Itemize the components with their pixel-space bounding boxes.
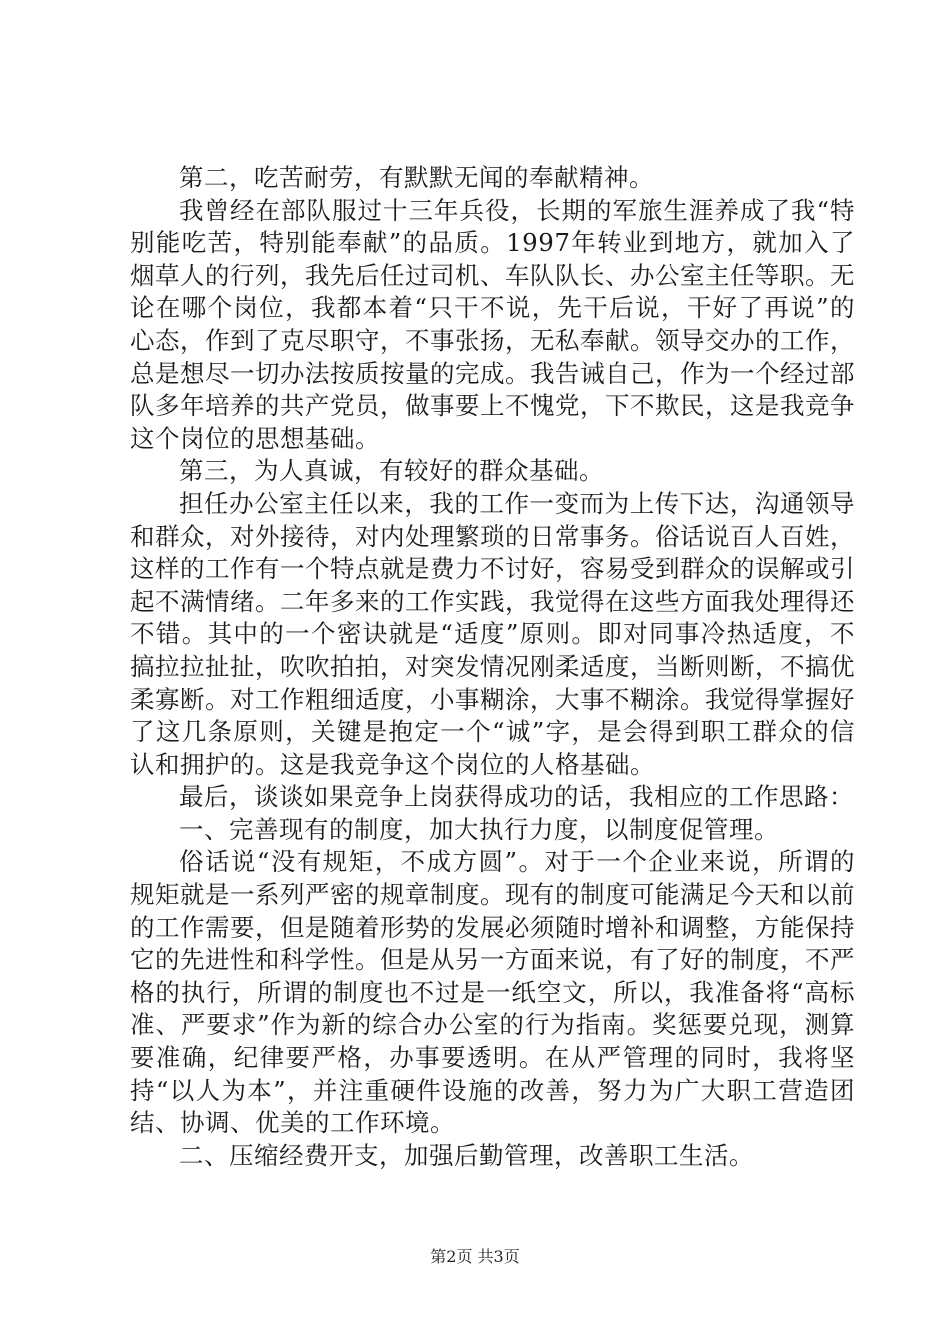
paragraph-plan-item-two: 二、压缩经费开支，加强后勤管理，改善职工生活。: [179, 1140, 754, 1170]
paragraph-heading-third: 第三，为人真诚，有较好的群众基础。: [179, 456, 604, 486]
paragraph-heading-second: 第二，吃苦耐劳，有默默无闻的奉献精神。: [179, 163, 654, 192]
document-body: [130, 162, 855, 1172]
paragraph-military-experience: 我曾经在部队服过十三年兵役，长期的军旅生涯养成了我“特别能吃苦，特别能奉献”的品质。1997年转业到地方，就加入了烟草人的行列，我先后任过司机、车队队长、办公室主任等职。无论在哪个岗位，我都本着“只干不说，先干后说，干好了再说”的心态，作到了克尽职守，不事张扬，无私奉献。领导交办的工作，总是想尽一切办法按质按量的完成。我告诫自己，作为一个经过部队多年培养的共产党员，做事要上不愧党，下不欺民，这是我竞争这个岗位的思想基础。: [130, 195, 855, 453]
paragraph-office-director: 担任办公室主任以来，我的工作一变而为上传下达，沟通领导和群众，对外接待，对内处理繁琐的日常事务。俗话说百人百姓，这样的工作有一个特点就是费力不讨好，容易受到群众的误解或引起不满情绪。二年多来的工作实践，我觉得在这些方面我处理得还不错。其中的一个密诀就是“适度”原则。即对同事冷热适度，不搞拉拉扯扯，吹吹拍拍，对突发情况刚柔适度，当断则断，不搞优柔寡断。对工作粗细适度，小事糊涂，大事不糊涂。我觉得掌握好了这几条原则，关键是抱定一个“诚”字，是会得到职工群众的信认和拥护的。这是我竞争这个岗位的人格基础。: [130, 488, 855, 779]
paragraph-plan-item-one: 一、完善现有的制度，加大执行力度，以制度促管理。: [179, 814, 779, 844]
paragraph-rules-system: 俗话说“没有规矩，不成方圆”。对于一个企业来说，所谓的规矩就是一系列严密的规章制度。现有的制度可能满足今天和以前的工作需要，但是随着形势的发展必须随时增补和调整，方能保持它的先进性和科学性。但是从另一方面来说，有了好的制度，不严格的执行，所谓的制度也不过是一纸空文，所以，我准备将“高标准、严要求”作为新的综合办公室的行为指南。奖惩要兑现，测算要准确，纪律要严格，办事要透明。在从严管理的同时，我将坚持“以人为本”，并注重硬件设施的改善，努力为广大职工营造团结、协调、优美的工作环境。: [130, 847, 855, 1138]
page-number-label: 第2页 共3页: [430, 1247, 520, 1266]
paragraph-work-plan-intro: 最后，谈谈如果竞争上岗获得成功的话，我相应的工作思路：: [179, 782, 854, 812]
page-footer: [0, 1244, 950, 1267]
